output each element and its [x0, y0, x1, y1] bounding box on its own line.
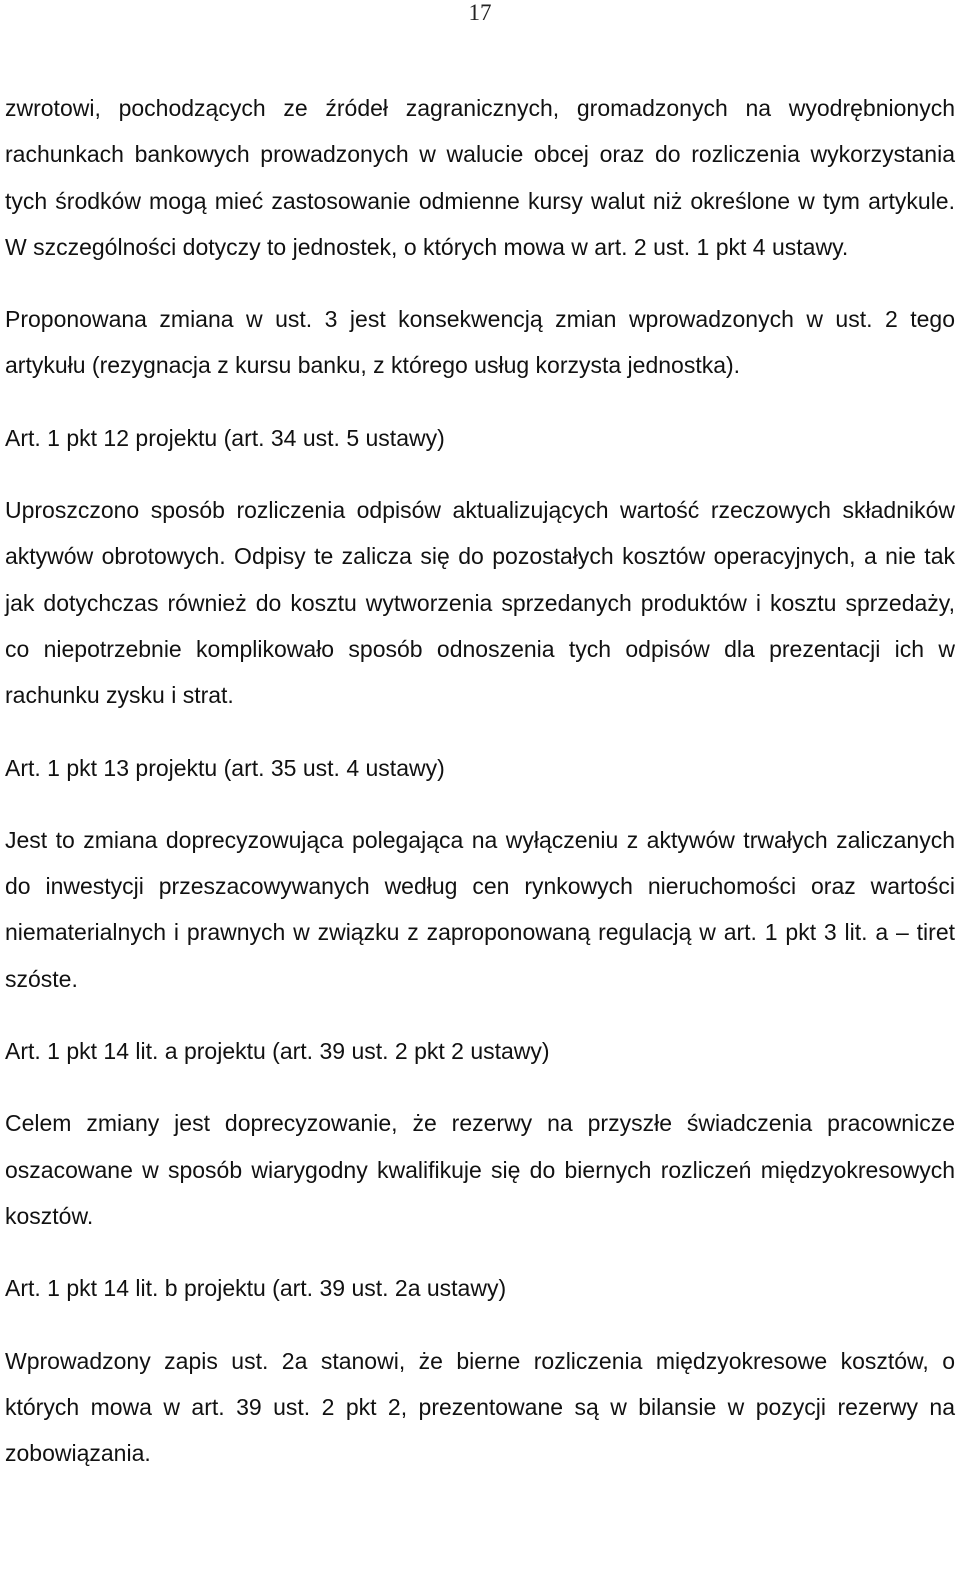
document-body [5, 85, 955, 1502]
paragraph-clarifying-change: Jest to zmiana doprecyzowująca polegająca na wyłączeniu z aktywów trwałych zaliczanych do inwestycji przeszacowywanych według cen rynkowych nieruchomości oraz wartości niematerialnych i prawnych w związku z zaproponowaną regulacją w art. 1 pkt 3 lit. a – tiret szóste. [5, 826, 955, 992]
page-number: 17 [468, 0, 492, 25]
paragraph-accruals-presentation: Wprowadzony zapis ust. 2a stanowi, że bierne rozliczenia międzyokresowe kosztów, o których mowa w art. 39 ust. 2 pkt 2, prezentowane są w bilansie w pozycji rezerwy na zobowiązania. [5, 1347, 955, 1467]
paragraph-exchange-rates: zwrotowi, pochodzących ze źródeł zagranicznych, gromadzonych na wyodrębnionych rachunkach bankowych prowadzonych w walucie obcej oraz do rozliczenia wykorzystania tych środków mogą mieć zastosowanie odmienne kursy walut niż określone w tym artykule. W szczególności dotyczy to jednostek, o których mowa w art. 2 ust. 1 pkt 4 ustawy. [5, 95, 955, 260]
paragraph-proposed-change: Proponowana zmiana w ust. 3 jest konsekwencją zmian wprowadzonych w ust. 2 tego artykułu (rezygnacja z kursu banku, z którego usług korzysta jednostka). [5, 306, 955, 379]
section-heading-art-1-pkt-14-lit-a: Art. 1 pkt 14 lit. a projektu (art. 39 ust. 2 pkt 2 ustawy) [5, 1038, 550, 1065]
section-heading-art-1-pkt-13: Art. 1 pkt 13 projektu (art. 35 ust. 4 ustawy) [5, 754, 445, 781]
paragraph-write-downs: Uproszczono sposób rozliczenia odpisów aktualizujących wartość rzeczowych składników aktywów obrotowych. Odpisy te zalicza się do pozostałych kosztów operacyjnych, a nie tak jak dotychczas również do kosztu wytworzenia sprzedanych produktów i kosztu sprzedaży, co niepotrzebnie komplikowało sposób odnoszenia tych odpisów dla prezentacji ich w rachunku zysku i strat. [5, 497, 955, 709]
paragraph-employee-benefits: Celem zmiany jest doprecyzowanie, że rezerwy na przyszłe świadczenia pracownicze oszacowane w sposób wiarygodny kwalifikuje się do biernych rozliczeń międzyokresowych kosztów. [5, 1110, 955, 1229]
section-heading-art-1-pkt-12: Art. 1 pkt 12 projektu (art. 34 ust. 5 ustawy) [5, 424, 445, 451]
section-heading-art-1-pkt-14-lit-b: Art. 1 pkt 14 lit. b projektu (art. 39 ust. 2a ustawy) [5, 1275, 507, 1302]
